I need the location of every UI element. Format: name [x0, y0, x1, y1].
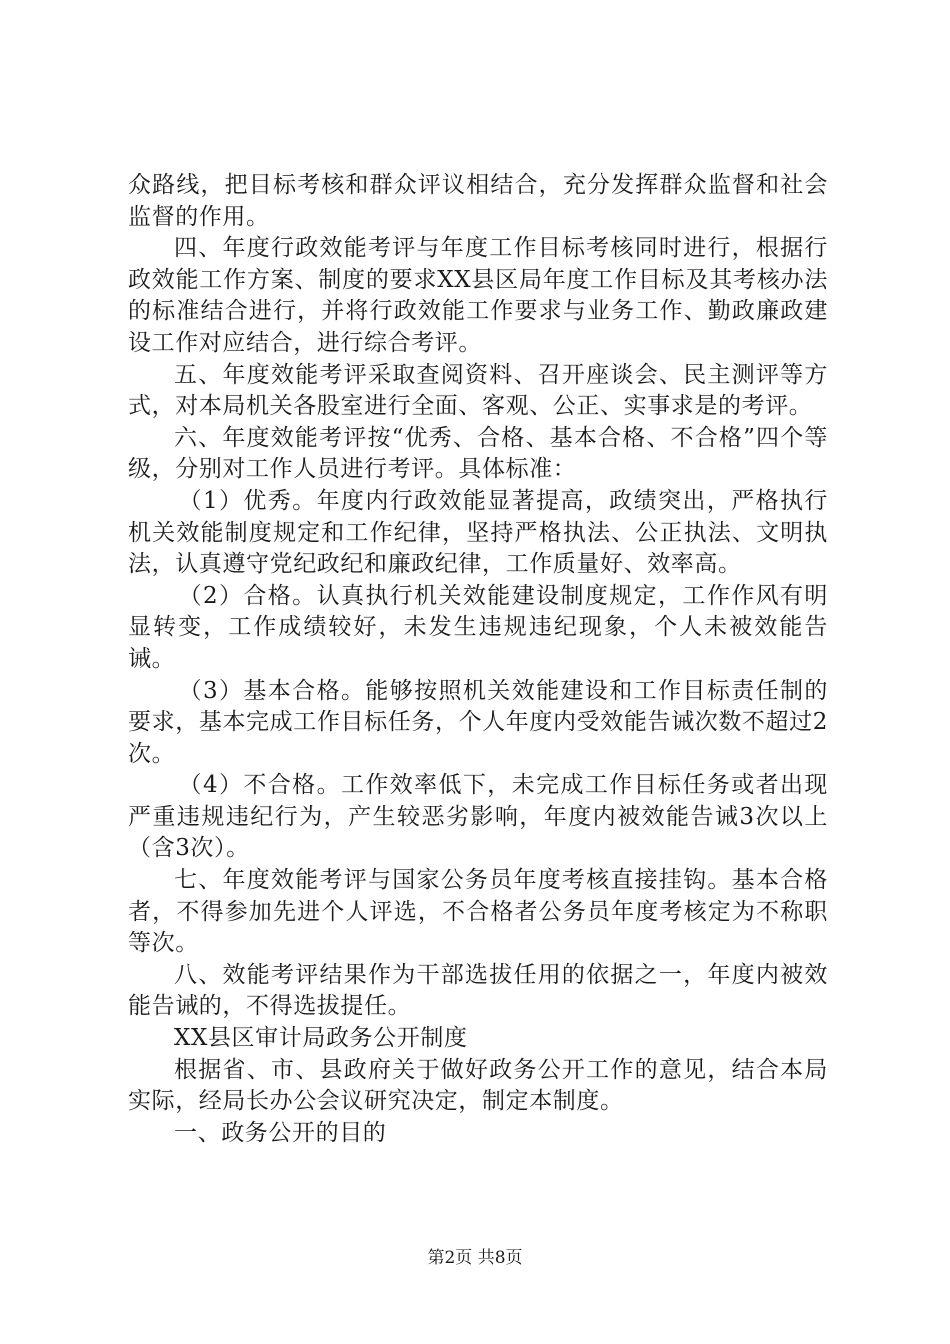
paragraph-item-seven: 七、年度效能考评与国家公务员年度考核直接挂钩。基本合格者，不得参加先进个人评选，不合格者公务员年度考核定为不称职等次。 — [128, 867, 828, 957]
page-number-footer: 第2页 共8页 — [427, 1248, 523, 1268]
paragraph-item-four: 四、年度行政效能考评与年度工作目标考核同时进行，根据行政效能工作方案、制度的要求XX县区局年度工作目标及其考核办法的标准结合进行，并将行政效能工作要求与业务工作、勤政廉政建设工作对应结合，进行综合考评。 — [128, 235, 828, 356]
paragraph-standard-excellent: （1）优秀。年度内行政效能显著提高，政绩突出，严格执行机关效能制度规定和工作纪律，坚持严格执法、公正执法、文明执法，认真遵守党纪政纪和廉政纪律，工作质量好、效率高。 — [128, 487, 828, 578]
paragraph-intro: 根据省、市、县政府关于做好政务公开工作的意见，结合本局实际，经局长办公会议研究决定，制定本制度。 — [128, 1056, 828, 1115]
document-body — [128, 170, 828, 1149]
section-title: XX县区审计局政务公开制度 — [174, 1025, 468, 1052]
paragraph-continuation: 众路线，把目标考核和群众评议相结合，充分发挥群众监督和社会监督的作用。 — [128, 172, 828, 230]
section-heading-one: 一、政务公开的目的 — [174, 1119, 387, 1146]
paragraph-standard-unqualified: （4）不合格。工作效率低下，未完成工作目标任务或者出现严重违规违纪行为，产生较恶劣影响，年度内被效能告诫3次以上（含3次）。 — [128, 772, 828, 862]
paragraph-item-five: 五、年度效能考评采取查阅资料、召开座谈会、民主测评等方式，对本局机关各股室进行全面、客观、公正、实事求是的考评。 — [128, 361, 828, 420]
paragraph-standard-basic: （3）基本合格。能够按照机关效能建设和工作目标责任制的要求，基本完成工作目标任务，个人年度内受效能告诫次数不超过2次。 — [128, 677, 828, 767]
paragraph-item-eight: 八、效能考评结果作为干部选拔任用的依据之一，年度内被效能告诫的，不得选拔提任。 — [128, 961, 828, 1020]
paragraph-standard-qualified: （2）合格。认真执行机关效能建设制度规定，工作作风有明显转变，工作成绩较好，未发生违规违纪现象，个人未被效能告诫。 — [128, 582, 828, 672]
paragraph-item-six: 六、年度效能考评按“优秀、合格、基本合格、不合格”四个等级，分别对工作人员进行考评。具体标准： — [128, 424, 828, 483]
